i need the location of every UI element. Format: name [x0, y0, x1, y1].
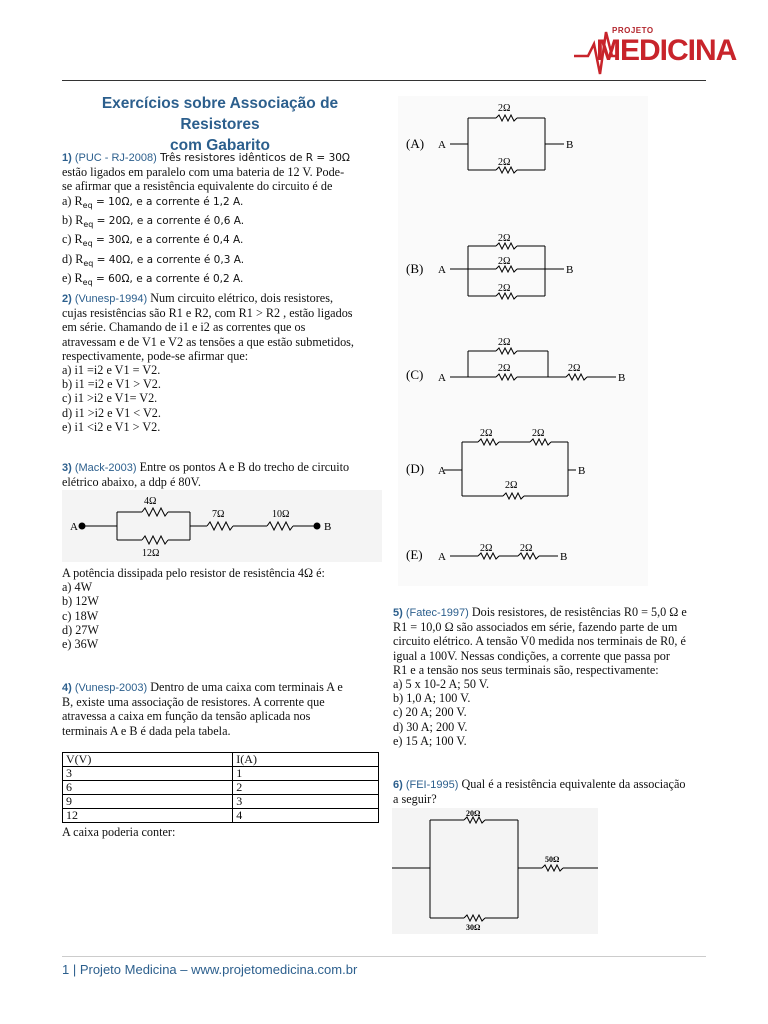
table-header-v: V(V) — [63, 753, 233, 767]
question-3: 3) (Mack-2003) Entre os pontos A e B do trecho de circuito elétrico abaixo, a ddp é 80V. — [62, 460, 350, 490]
diagram-c-point-b: B — [618, 372, 626, 384]
option-item: a) 4W — [62, 580, 93, 595]
q3-r1-label: 4Ω — [144, 496, 157, 507]
question-1-options — [62, 194, 378, 290]
option-item: d) 27W — [62, 622, 99, 637]
option-item: d) $R_{eq} = 40\Omega$, e a corrente é 0,3 A. — [62, 251, 245, 268]
question-3-body: A potência dissipada pelo resistor de resistência 4Ω é: a) 4W b) 12W c) 18W d) 27W e) 36W — [62, 566, 378, 651]
diagram-d-point-a: A — [438, 465, 446, 477]
diagram-b-r2: 2Ω — [498, 256, 511, 267]
question-5: 5) (Fatec-1997) Dois resistores, de resistências R0 = 5,0 Ω e R1 = 10,0 Ω são associados em série, fazendo parte de um circuito elétrico. A tensão V0 medida nos terminais de R0, é igual a 100V. Nessas condições, a corrente que passa por R1 e a tensão nos seus terminais são, respectivamente: a) 5 x 10-2 A; 50 V. b) 1,0 A; 100 V. c) 20 A; 200 V. d) 30 A; 200 V. e) 15 A; 100 V. — [393, 605, 711, 748]
diagram-e-point-b: B — [560, 551, 568, 563]
option-item: c) $R_{eq} = 30\Omega$, e a corrente é 0,4 A. — [62, 232, 244, 249]
diagram-e-r2: 2Ω — [520, 543, 533, 554]
q3-r3-label: 7Ω — [212, 509, 225, 520]
diagram-b-r1: 2Ω — [498, 233, 511, 244]
table-row: 6 2 — [63, 781, 379, 795]
option-item: a) i1 =i2 e V1 = V2. — [62, 363, 161, 378]
q6-r3-label: 50Ω — [545, 855, 560, 864]
question-3-options — [62, 580, 378, 651]
q6-circuit-diagram — [392, 808, 598, 934]
option-item: c) i1 >i2 e V1= V2. — [62, 391, 158, 406]
option-item: c) 20 A; 200 V. — [393, 705, 467, 720]
option-item: e) i1 <i2 e V1 > V2. — [62, 419, 161, 434]
projeto-medicina-logo — [574, 24, 737, 80]
diagram-e-label: (E) — [406, 547, 423, 562]
table-header-i: I(A) — [233, 753, 379, 767]
diagram-c-label: (C) — [406, 367, 424, 382]
diagram-d-r1: 2Ω — [480, 428, 493, 439]
question-2: 2) (Vunesp-1994) Num circuito elétrico, dois resistores, cujas resistências são R1 e R2, com R1 > R2 , estão ligados em série. Chamando de i1 e i2 as correntes que os atravessam e de V1 e V2 as tensões a que estão submetidos, respectivamente, pode-se afirmar que: a) i1 =i2 e V1 = V2. b) i1 =i2 e V1 > V2. c) i1 >i2 e V1= V2. d) i1 >i2 e V1 < V2. e) i1 <i2 e V1 > V2. — [62, 291, 378, 434]
option-item: b) $R_{eq} = 20\Omega$, e a corrente é 0,6 A. — [62, 212, 245, 229]
diagram-b-point-a: A — [438, 264, 446, 276]
table-row: 9 3 — [63, 795, 379, 809]
option-item: b) 12W — [62, 594, 99, 609]
logo-main-text: MEDICINA — [596, 34, 737, 67]
q3-r4-label: 10Ω — [272, 509, 290, 520]
diagram-d-point-b: B — [578, 465, 586, 477]
option-item: e) 36W — [62, 637, 99, 652]
table-row: 3 1 — [63, 767, 379, 781]
diagram-a-point-a: A — [438, 139, 446, 151]
option-item: d) 30 A; 200 V. — [393, 719, 468, 734]
answer-diagrams — [398, 96, 648, 586]
option-item: b) i1 =i2 e V1 > V2. — [62, 377, 161, 392]
question-4: 4) (Vunesp-2003) Dentro de uma caixa com terminais A e B, existe uma associação de resistores. A corrente que atravessa a caixa em função da tensão aplicada nos terminais A e B é dada pela tabela. — [62, 680, 343, 738]
option-item: a) 5 x 10-2 A; 50 V. — [393, 677, 490, 692]
diagram-c-r3: 2Ω — [568, 363, 581, 374]
diagram-d-label: (D) — [406, 461, 425, 476]
diagram-b-r3: 2Ω — [498, 283, 511, 294]
diagram-c-point-a: A — [438, 372, 446, 384]
table-row: 12 4 — [63, 809, 379, 823]
option-item: e) $R_{eq} = 60\Omega$, e a corrente é 0,2 A. — [62, 270, 244, 287]
q6-r2-label: 30Ω — [466, 923, 481, 932]
logo-top-text: PROJETO — [612, 26, 654, 35]
question-5-options — [393, 677, 711, 748]
diagram-a-r1: 2Ω — [498, 103, 511, 114]
vi-table — [62, 752, 379, 823]
diagram-a-point-b: B — [566, 139, 574, 151]
question-2-options — [62, 363, 378, 434]
footer-rule — [62, 956, 706, 957]
diagram-c-r2: 2Ω — [498, 363, 511, 374]
diagram-e-point-a: A — [438, 551, 446, 563]
header-rule — [62, 80, 706, 81]
page-title: Exercícios sobre Associação de Resistores com Gabarito — [101, 95, 339, 154]
q3-circuit-diagram — [62, 490, 382, 562]
diagram-b-point-b: B — [566, 264, 574, 276]
q3-point-b: B — [324, 521, 332, 533]
option-item: d) i1 >i2 e V1 < V2. — [62, 405, 161, 420]
diagram-d-r2: 2Ω — [532, 428, 545, 439]
option-item: b) 1,0 A; 100 V. — [393, 691, 471, 706]
diagram-a-r2: 2Ω — [498, 157, 511, 168]
diagram-a-label: (A) — [406, 136, 425, 151]
page-footer: 1 | Projeto Medicina – www.projetomedicina.com.br — [62, 962, 358, 977]
q3-point-a: A — [70, 521, 78, 533]
option-item: c) 18W — [62, 608, 99, 623]
diagram-c-r1: 2Ω — [498, 337, 511, 348]
q3-r2-label: 12Ω — [142, 548, 160, 559]
diagram-d-r3: 2Ω — [505, 480, 518, 491]
question-6: 6) (FEI-1995) Qual é a resistência equivalente da associação a seguir? — [393, 777, 686, 807]
diagram-b-label: (B) — [406, 261, 424, 276]
table-header-row — [63, 753, 379, 767]
question-1: 1) (PUC - RJ-2008) Três resistores idênticos de R = 30Ω estão ligados em paralelo com uma bateria de 12 V. Pode- se afirmar que a resistência equivalente do circuito é de a) $R_{eq} = 10\Omega$, e a corrente é 1,2 A. b) $R_{eq} = 20\Omega$, e a corrente é 0,6 A. c) $R_{eq} = 30\Omega$, e a corrente é 0,4 A. d) $R_{eq} = 40\Omega$, e a corrente é 0,3 A. e) $R_{eq} = 60\Omega$, e a corrente é 0,2 A. — [62, 150, 378, 290]
option-item: e) 15 A; 100 V. — [393, 733, 467, 748]
q6-r1-label: 20Ω — [466, 809, 481, 818]
diagram-e-r1: 2Ω — [480, 543, 493, 554]
question-4-after: A caixa poderia conter: — [62, 825, 176, 839]
option-item: a) $R_{eq} = 10\Omega$, e a corrente é 1,2 A. — [62, 193, 244, 210]
